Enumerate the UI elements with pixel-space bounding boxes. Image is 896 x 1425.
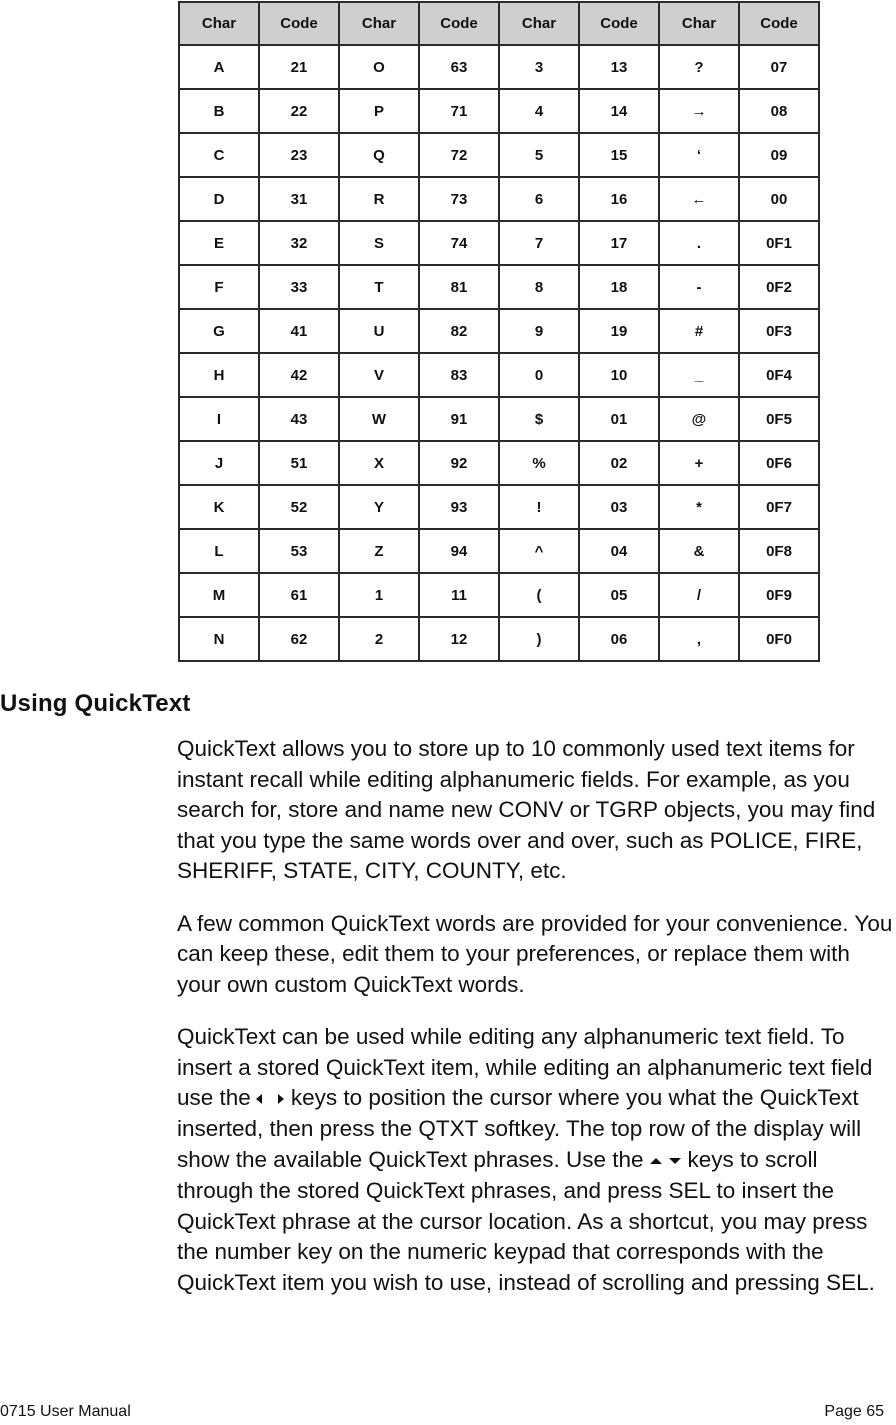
code-cell: 33 bbox=[259, 265, 339, 309]
char-cell: Q bbox=[339, 133, 419, 177]
char-cell: H bbox=[179, 353, 259, 397]
char-cell: ^ bbox=[499, 529, 579, 573]
char-cell: K bbox=[179, 485, 259, 529]
code-cell: 15 bbox=[579, 133, 659, 177]
table-row bbox=[179, 617, 819, 661]
code-cell: 0F7 bbox=[739, 485, 819, 529]
table-row bbox=[179, 89, 819, 133]
char-cell: L bbox=[179, 529, 259, 573]
char-cell: Z bbox=[339, 529, 419, 573]
char-cell: / bbox=[659, 573, 739, 617]
char-cell: ) bbox=[499, 617, 579, 661]
char-cell: D bbox=[179, 177, 259, 221]
char-cell: 9 bbox=[499, 309, 579, 353]
table-row bbox=[179, 573, 819, 617]
char-cell: 8 bbox=[499, 265, 579, 309]
char-cell: ← bbox=[659, 177, 739, 221]
char-cell: + bbox=[659, 441, 739, 485]
paragraph-intro: QuickText allows you to store up to 10 commonly used text items for instant recall while editing alphanumeric fields. For example, as you search for, store and name new CONV or TGRP objects, you may find that you type the same words over and over, such as POLICE, FIRE, SHERIFF, STATE, CITY, COUNTY, etc. bbox=[177, 736, 876, 883]
code-cell: 14 bbox=[579, 89, 659, 133]
code-cell: 17 bbox=[579, 221, 659, 265]
code-cell: 23 bbox=[259, 133, 339, 177]
code-cell: 63 bbox=[419, 45, 499, 89]
char-cell: O bbox=[339, 45, 419, 89]
header-cell: Code bbox=[419, 2, 499, 45]
char-cell: C bbox=[179, 133, 259, 177]
char-cell: 0 bbox=[499, 353, 579, 397]
code-cell: 0F9 bbox=[739, 573, 819, 617]
code-cell: 00 bbox=[739, 177, 819, 221]
table-row bbox=[179, 177, 819, 221]
code-cell: 0F8 bbox=[739, 529, 819, 573]
code-cell: 0F3 bbox=[739, 309, 819, 353]
char-cell: 1 bbox=[339, 573, 419, 617]
table-row bbox=[179, 353, 819, 397]
code-cell: 94 bbox=[419, 529, 499, 573]
code-cell: 21 bbox=[259, 45, 339, 89]
footer-page-number: Page 65 bbox=[824, 1403, 884, 1420]
char-cell: V bbox=[339, 353, 419, 397]
char-cell: - bbox=[659, 265, 739, 309]
char-cell: _ bbox=[659, 353, 739, 397]
code-cell: 0F0 bbox=[739, 617, 819, 661]
char-cell: ? bbox=[659, 45, 739, 89]
char-cell: 6 bbox=[499, 177, 579, 221]
section-body bbox=[177, 734, 895, 1320]
up-down-arrow-keys-icon bbox=[647, 1146, 685, 1177]
usage-text-part-3: keys to scroll through the stored QuickText phrases, and press SEL to insert the QuickText phrase at the cursor location. As a shortcut, you may press the number key on the numeric keypad that corresponds with the QuickText item you wish to use, instead of scrolling and pressing SEL. bbox=[177, 1146, 875, 1295]
char-cell: G bbox=[179, 309, 259, 353]
header-cell: Char bbox=[179, 2, 259, 45]
char-cell: M bbox=[179, 573, 259, 617]
table-body bbox=[179, 45, 819, 661]
code-cell: 71 bbox=[419, 89, 499, 133]
code-cell: 0F6 bbox=[739, 441, 819, 485]
char-cell: & bbox=[659, 529, 739, 573]
code-cell: 42 bbox=[259, 353, 339, 397]
char-cell: J bbox=[179, 441, 259, 485]
code-cell: 04 bbox=[579, 529, 659, 573]
char-cell: F bbox=[179, 265, 259, 309]
section-title: Using QuickText bbox=[0, 690, 191, 717]
code-cell: 82 bbox=[419, 309, 499, 353]
char-cell: U bbox=[339, 309, 419, 353]
char-cell: 5 bbox=[499, 133, 579, 177]
char-cell: @ bbox=[659, 397, 739, 441]
footer-manual-name: 0715 User Manual bbox=[0, 1403, 131, 1420]
code-cell: 73 bbox=[419, 177, 499, 221]
char-cell: → bbox=[659, 89, 739, 133]
code-cell: 52 bbox=[259, 485, 339, 529]
code-cell: 74 bbox=[419, 221, 499, 265]
code-cell: 07 bbox=[739, 45, 819, 89]
code-cell: 19 bbox=[579, 309, 659, 353]
code-cell: 0F4 bbox=[739, 353, 819, 397]
code-cell: 62 bbox=[259, 617, 339, 661]
code-cell: 81 bbox=[419, 265, 499, 309]
code-cell: 92 bbox=[419, 441, 499, 485]
usage-text-part-1: QuickText can be used while editing any alphanumeric text field. To insert a stored QuickText item, while editing an alphanumeric text field use the bbox=[177, 1024, 873, 1110]
code-cell: 12 bbox=[419, 617, 499, 661]
code-cell: 10 bbox=[579, 353, 659, 397]
char-cell: . bbox=[659, 221, 739, 265]
code-cell: 41 bbox=[259, 309, 339, 353]
code-cell: 06 bbox=[579, 617, 659, 661]
char-cell: A bbox=[179, 45, 259, 89]
code-cell: 08 bbox=[739, 89, 819, 133]
code-cell: 61 bbox=[259, 573, 339, 617]
table-row bbox=[179, 529, 819, 573]
code-cell: 91 bbox=[419, 397, 499, 441]
char-cell: # bbox=[659, 309, 739, 353]
header-cell: Char bbox=[499, 2, 579, 45]
char-cell: X bbox=[339, 441, 419, 485]
char-cell: * bbox=[659, 485, 739, 529]
table-row bbox=[179, 441, 819, 485]
usage-text-part-2: keys to position the cursor where you what the QuickText inserted, then press the QTXT softkey. The top row of the display will show the available QuickText phrases. Use the bbox=[177, 1085, 862, 1172]
char-cell: ‘ bbox=[659, 133, 739, 177]
table-row bbox=[179, 397, 819, 441]
char-cell: P bbox=[339, 89, 419, 133]
char-cell: N bbox=[179, 617, 259, 661]
char-cell: ! bbox=[499, 485, 579, 529]
char-cell: I bbox=[179, 397, 259, 441]
char-cell: % bbox=[499, 441, 579, 485]
char-cell: Y bbox=[339, 485, 419, 529]
char-cell: B bbox=[179, 89, 259, 133]
table-row bbox=[179, 133, 819, 177]
table-row bbox=[179, 265, 819, 309]
table-row bbox=[179, 309, 819, 353]
header-cell: Code bbox=[579, 2, 659, 45]
code-cell: 0F2 bbox=[739, 265, 819, 309]
code-cell: 93 bbox=[419, 485, 499, 529]
header-cell: Code bbox=[739, 2, 819, 45]
code-cell: 16 bbox=[579, 177, 659, 221]
code-cell: 13 bbox=[579, 45, 659, 89]
char-cell: R bbox=[339, 177, 419, 221]
code-cell: 53 bbox=[259, 529, 339, 573]
code-cell: 03 bbox=[579, 485, 659, 529]
paragraph-defaults: A few common QuickText words are provided for your convenience. You can keep these, edit them to your preferences, or replace them with your own custom QuickText words. bbox=[177, 910, 893, 997]
code-cell: 51 bbox=[259, 441, 339, 485]
code-cell: 31 bbox=[259, 177, 339, 221]
code-cell: 09 bbox=[739, 133, 819, 177]
header-cell: Char bbox=[659, 2, 739, 45]
code-cell: 05 bbox=[579, 573, 659, 617]
code-cell: 0F5 bbox=[739, 397, 819, 441]
table-row bbox=[179, 45, 819, 89]
char-cell: 3 bbox=[499, 45, 579, 89]
code-cell: 32 bbox=[259, 221, 339, 265]
character-code-table bbox=[178, 1, 820, 662]
char-cell: $ bbox=[499, 397, 579, 441]
char-cell: W bbox=[339, 397, 419, 441]
header-cell: Code bbox=[259, 2, 339, 45]
char-cell: ( bbox=[499, 573, 579, 617]
table-header-row bbox=[179, 2, 819, 45]
char-cell: 2 bbox=[339, 617, 419, 661]
char-cell: 7 bbox=[499, 221, 579, 265]
code-cell: 01 bbox=[579, 397, 659, 441]
code-cell: 0F1 bbox=[739, 221, 819, 265]
header-cell: Char bbox=[339, 2, 419, 45]
char-cell: 4 bbox=[499, 89, 579, 133]
table-row bbox=[179, 221, 819, 265]
paragraph-usage bbox=[177, 1022, 895, 1298]
code-cell: 02 bbox=[579, 441, 659, 485]
char-cell: S bbox=[339, 221, 419, 265]
char-cell: T bbox=[339, 265, 419, 309]
code-cell: 72 bbox=[419, 133, 499, 177]
left-right-arrow-keys-icon bbox=[254, 1084, 288, 1115]
char-cell: E bbox=[179, 221, 259, 265]
char-cell: , bbox=[659, 617, 739, 661]
code-cell: 22 bbox=[259, 89, 339, 133]
code-cell: 83 bbox=[419, 353, 499, 397]
code-cell: 18 bbox=[579, 265, 659, 309]
code-cell: 11 bbox=[419, 573, 499, 617]
table-row bbox=[179, 485, 819, 529]
code-cell: 43 bbox=[259, 397, 339, 441]
